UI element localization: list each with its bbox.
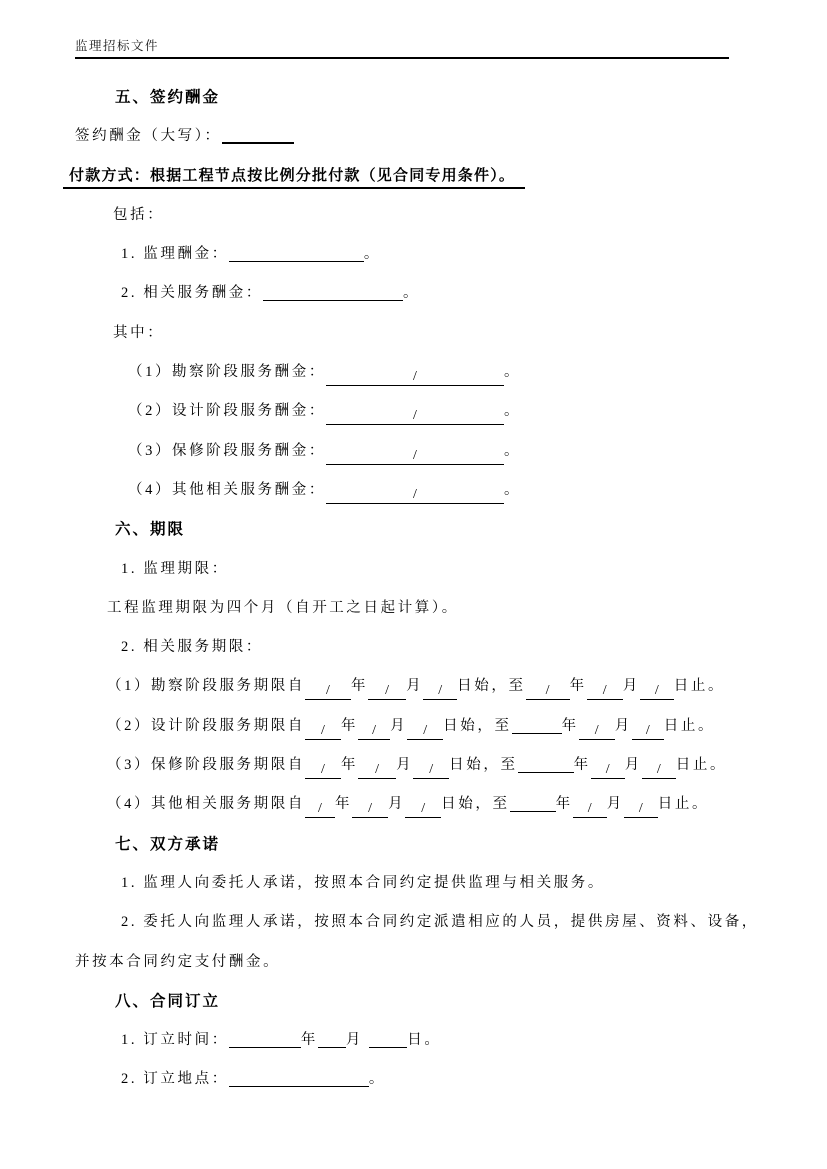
signing-time-line-text-6: 日。	[407, 1032, 442, 1049]
promise-supervisor-line	[75, 864, 765, 903]
warranty-period-line-text-2: 年	[340, 757, 359, 774]
warranty-stage-fee-line-text-0: （3）保修阶段服务酬金：	[128, 442, 326, 459]
warranty-period-line-blank-field-11[interactable]: /	[642, 759, 676, 779]
warranty-stage-fee-line-blank-field-1[interactable]: /	[326, 445, 504, 465]
design-period-line	[75, 707, 765, 746]
survey-period-line-blank-field-7[interactable]: /	[526, 680, 570, 700]
other-period-line-text-0: （4）其他相关服务期限自	[107, 796, 305, 813]
payment-method-line	[63, 157, 765, 196]
contract-fee-uppercase-line-text-0: 签约酬金（大写）：	[75, 128, 222, 145]
survey-stage-fee-line	[75, 353, 765, 392]
other-period-line-blank-field-9[interactable]: /	[573, 798, 607, 818]
section-6-heading-text-0: 六、期限	[115, 521, 186, 539]
signing-time-line-text-2: 年	[300, 1032, 318, 1049]
warranty-period-line-text-12: 日止。	[675, 757, 728, 774]
design-period-line-text-6: 日始，至	[443, 717, 512, 734]
related-service-fee-line-text-2: 。	[403, 285, 421, 302]
design-period-line-blank-field-7[interactable]	[512, 714, 562, 734]
promise-supervisor-line-text-0: 1. 监理人向委托人承诺，按照本合同约定提供监理与相关服务。	[121, 874, 605, 891]
survey-period-line-text-4: 月	[406, 678, 424, 695]
signing-time-line	[75, 1021, 765, 1060]
design-stage-fee-line-text-2: 。	[503, 403, 522, 420]
survey-stage-fee-line-text-2: 。	[503, 364, 522, 381]
document-body	[69, 78, 765, 1100]
page-header-title: 监理招标文件	[75, 39, 160, 53]
design-period-line-text-2: 年	[340, 717, 359, 734]
includes-line	[75, 196, 765, 235]
warranty-period-line-text-6: 日始，至	[449, 757, 518, 774]
design-period-line-text-10: 月	[614, 717, 632, 734]
promise-client-cont-line	[75, 943, 765, 982]
other-period-line-blank-field-1[interactable]: /	[305, 798, 335, 818]
signing-time-line-blank-field-3[interactable]	[318, 1028, 346, 1048]
design-period-line-text-0: （2）设计阶段服务期限自	[107, 717, 305, 734]
signing-place-line	[75, 1060, 765, 1099]
related-service-fee-line-blank-field-1[interactable]	[263, 281, 403, 301]
section-7-heading	[75, 825, 765, 864]
other-period-line-text-8: 年	[555, 796, 573, 813]
other-period-line-text-2: 年	[334, 796, 353, 813]
section-8-heading	[75, 982, 765, 1021]
warranty-period-line-text-8: 年	[573, 757, 591, 774]
design-period-line-text-8: 年	[561, 717, 579, 734]
section-8-heading-text-0: 八、合同订立	[115, 992, 221, 1010]
survey-period-line	[75, 667, 765, 706]
supervision-fee-line	[75, 235, 765, 274]
survey-period-line-text-0: （1）勘察阶段服务期限自	[107, 678, 305, 695]
other-related-fee-line-text-2: 。	[503, 481, 522, 498]
payment-method-line-text-0: 付款方式：根据工程节点按比例分批付款（见合同专用条件）。	[69, 167, 516, 184]
warranty-period-line-blank-field-5[interactable]: /	[413, 759, 449, 779]
other-related-fee-line-text-0: （4）其他相关服务酬金：	[128, 481, 326, 498]
warranty-period-line	[75, 746, 765, 785]
survey-stage-fee-line-text-0: （1）勘察阶段服务酬金：	[128, 364, 326, 381]
among-which-line	[75, 314, 765, 353]
survey-period-line-blank-field-9[interactable]: /	[587, 680, 623, 700]
survey-period-line-text-10: 月	[622, 678, 640, 695]
signing-place-line-text-0: 2. 订立地点：	[121, 1071, 229, 1088]
supervision-fee-line-blank-field-1[interactable]	[229, 242, 364, 262]
other-related-fee-line-blank-field-1[interactable]: /	[326, 484, 504, 504]
section-5-heading-text-0: 五、签约酬金	[115, 89, 221, 106]
other-related-fee-line	[75, 471, 765, 510]
warranty-stage-fee-line-text-2: 。	[503, 442, 522, 459]
promise-client-line-text-0: 2. 委托人向监理人承诺，按照本合同约定派遣相应的人员，提供房屋、资料、设备，	[121, 914, 759, 931]
warranty-period-line-blank-field-1[interactable]: /	[305, 759, 341, 779]
survey-period-line-blank-field-1[interactable]: /	[305, 680, 351, 700]
other-period-line-blank-field-3[interactable]: /	[352, 798, 388, 818]
related-service-fee-line	[75, 274, 765, 313]
supervision-period-desc-text-0: 工程监理期限为四个月（自开工之日起计算）。	[107, 599, 459, 616]
other-period-line-text-10: 月	[606, 796, 624, 813]
other-period-line-blank-field-7[interactable]	[510, 792, 556, 812]
warranty-period-line-text-10: 月	[624, 757, 642, 774]
includes-line-text-0: 包括：	[113, 206, 165, 223]
contract-fee-uppercase-line-blank-field-1[interactable]	[222, 123, 294, 144]
related-service-period-line	[75, 628, 765, 667]
page-header	[75, 36, 729, 59]
signing-time-line-text-4: 月	[345, 1032, 370, 1049]
signing-place-line-blank-field-1[interactable]	[229, 1067, 369, 1087]
among-which-line-text-0: 其中：	[113, 324, 165, 341]
other-period-line-blank-field-11[interactable]: /	[624, 798, 658, 818]
warranty-period-line-blank-field-7[interactable]	[518, 753, 574, 773]
promise-client-cont-line-text-0: 并按本合同约定支付酬金。	[75, 953, 281, 970]
supervision-period-line-text-0: 1. 监理期限：	[121, 560, 229, 577]
supervision-fee-line-text-2: 。	[363, 246, 381, 263]
survey-period-line-text-6: 日始，至	[457, 678, 526, 695]
design-period-line-blank-field-3[interactable]: /	[358, 720, 390, 740]
design-period-line-blank-field-11[interactable]: /	[632, 720, 664, 740]
other-period-line-text-12: 日止。	[657, 796, 710, 813]
warranty-period-line-text-4: 月	[396, 757, 414, 774]
survey-stage-fee-line-blank-field-1[interactable]: /	[326, 366, 504, 386]
section-7-heading-text-0: 七、双方承诺	[115, 835, 221, 853]
other-period-line-text-6: 日始，至	[441, 796, 510, 813]
related-service-fee-line-text-0: 2. 相关服务酬金：	[121, 285, 263, 302]
survey-period-line-blank-field-5[interactable]: /	[423, 680, 457, 700]
survey-period-line-blank-field-11[interactable]: /	[640, 680, 674, 700]
design-stage-fee-line	[75, 392, 765, 431]
design-period-line-blank-field-1[interactable]: /	[305, 720, 341, 740]
survey-period-line-text-2: 年	[350, 678, 369, 695]
promise-client-line	[75, 903, 765, 942]
payment-method-line-underline-wrap	[63, 168, 525, 189]
related-service-period-line-text-0: 2. 相关服务期限：	[121, 639, 263, 656]
warranty-period-line-blank-field-9[interactable]: /	[591, 759, 625, 779]
design-period-line-text-4: 月	[390, 717, 408, 734]
design-period-line-text-12: 日止。	[663, 717, 716, 734]
design-period-line-blank-field-9[interactable]: /	[579, 720, 615, 740]
section-6-heading	[75, 510, 765, 549]
other-period-line-text-4: 月	[388, 796, 406, 813]
signing-place-line-text-2: 。	[368, 1071, 386, 1088]
contract-fee-uppercase-line	[75, 117, 765, 156]
warranty-period-line-blank-field-3[interactable]: /	[358, 759, 396, 779]
signing-time-line-blank-field-5[interactable]	[369, 1028, 407, 1048]
design-stage-fee-line-text-0: （2）设计阶段服务酬金：	[128, 403, 326, 420]
design-period-line-blank-field-5[interactable]: /	[407, 720, 443, 740]
design-stage-fee-line-blank-field-1[interactable]: /	[326, 405, 504, 425]
supervision-period-line	[75, 550, 765, 589]
survey-period-line-blank-field-3[interactable]: /	[368, 680, 406, 700]
signing-time-line-blank-field-1[interactable]	[229, 1028, 301, 1048]
survey-period-line-text-12: 日止。	[673, 678, 726, 695]
supervision-fee-line-text-0: 1. 监理酬金：	[121, 246, 229, 263]
survey-period-line-text-8: 年	[569, 678, 587, 695]
other-period-line-blank-field-5[interactable]: /	[405, 798, 441, 818]
other-period-line	[75, 785, 765, 824]
supervision-period-desc	[75, 589, 765, 628]
signing-time-line-text-0: 1. 订立时间：	[121, 1032, 229, 1049]
warranty-period-line-text-0: （3）保修阶段服务期限自	[107, 757, 305, 774]
warranty-stage-fee-line	[75, 432, 765, 471]
section-5-heading	[75, 78, 765, 117]
